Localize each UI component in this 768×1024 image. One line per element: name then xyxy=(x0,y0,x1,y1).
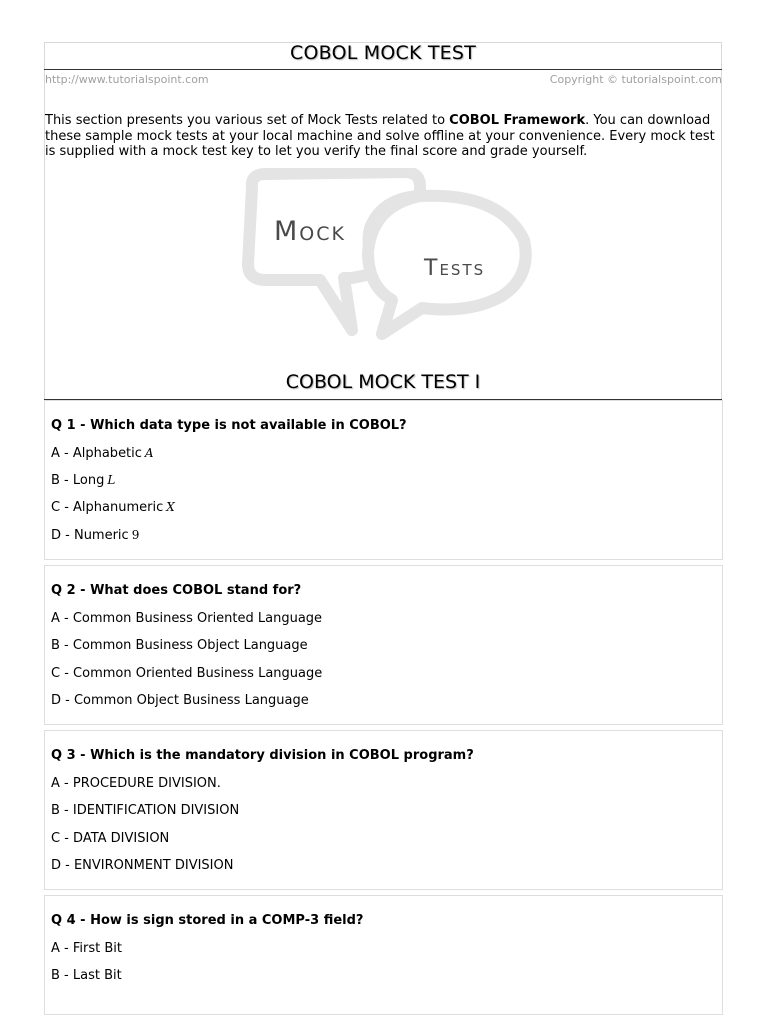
option-b[interactable] xyxy=(51,473,115,488)
option-c[interactable] xyxy=(51,500,175,515)
option-a[interactable]: A - PROCEDURE DIVISION. xyxy=(51,776,221,791)
option-d[interactable]: D - Common Object Business Language xyxy=(51,693,309,708)
logo-word-tests: Tests xyxy=(424,256,486,281)
site-url[interactable]: http://www.tutorialspoint.com xyxy=(45,73,209,86)
section-title: COBOL MOCK TEST I xyxy=(285,371,481,393)
page-title: COBOL MOCK TEST xyxy=(290,42,476,64)
intro-paragraph xyxy=(45,113,725,160)
intro-text-1: This section presents you various set of Mock Tests related to xyxy=(45,113,450,128)
option-a[interactable]: A - Common Business Oriented Language xyxy=(51,611,323,626)
option-symbol: 9 xyxy=(131,528,140,542)
question-text: Q 1 - Which data type is not available in COBOL? xyxy=(51,418,407,433)
option-c[interactable]: C - DATA DIVISION xyxy=(51,831,170,846)
option-d[interactable]: D - ENVIRONMENT DIVISION xyxy=(51,858,234,873)
option-symbol: X xyxy=(166,500,175,514)
option-a[interactable] xyxy=(51,446,154,461)
option-a[interactable]: A - First Bit xyxy=(51,941,122,956)
intro-bold-text: COBOL Framework xyxy=(449,113,586,128)
question-text: Q 3 - Which is the mandatory division in COBOL program? xyxy=(51,748,474,763)
option-c[interactable]: C - Common Oriented Business Language xyxy=(51,666,323,681)
option-b[interactable]: B - Last Bit xyxy=(51,968,122,983)
question-card-3 xyxy=(44,730,723,890)
question-card-2 xyxy=(44,565,723,725)
question-text: Q 2 - What does COBOL stand for? xyxy=(51,583,302,598)
option-label: D - Numeric xyxy=(51,528,129,543)
title-divider xyxy=(44,69,722,70)
question-card-1 xyxy=(44,400,723,560)
option-symbol: A xyxy=(144,446,154,460)
option-b[interactable]: B - IDENTIFICATION DIVISION xyxy=(51,803,240,818)
logo-word-mock: Mock xyxy=(274,216,346,247)
option-symbol: L xyxy=(107,473,116,487)
question-card-4 xyxy=(44,895,723,1015)
option-label: A - Alphabetic xyxy=(51,446,142,461)
question-text: Q 4 - How is sign stored in a COMP-3 field? xyxy=(51,913,364,928)
intro-text-2: . You can download these sample mock tests at your local machine and solve offline at your convenience. Every mock test is supplied with a mock test key to let you verify the final score and grade yourself. xyxy=(45,113,715,159)
copyright-notice: Copyright © tutorialspoint.com xyxy=(549,73,722,86)
option-d[interactable] xyxy=(51,528,139,543)
option-label: C - Alphanumeric xyxy=(51,500,164,515)
option-label: B - Long xyxy=(51,473,105,488)
mock-tests-logo xyxy=(232,168,532,340)
option-b[interactable]: B - Common Business Object Language xyxy=(51,638,308,653)
